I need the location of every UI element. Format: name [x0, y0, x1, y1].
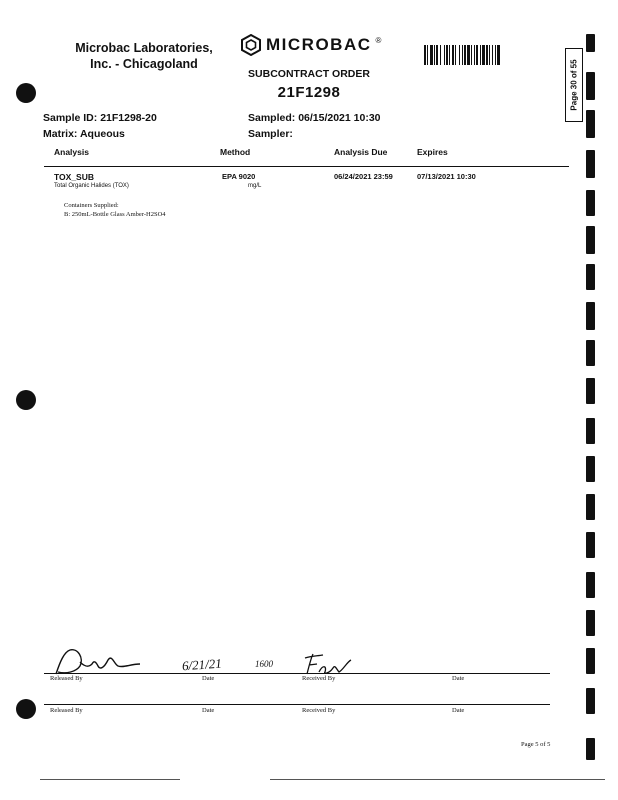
sample-id	[43, 112, 157, 124]
row-analysis-due: 06/24/2021 23:59	[334, 172, 393, 181]
col-header-expires: Expires	[417, 147, 448, 157]
lab-name	[62, 40, 226, 72]
punch-hole-top	[16, 83, 36, 103]
col-header-analysis: Analysis	[54, 147, 89, 157]
order-title: SUBCONTRACT ORDER	[248, 68, 370, 80]
sampled	[248, 112, 381, 124]
received-by-label-1: Received By	[302, 675, 336, 682]
matrix	[43, 128, 125, 140]
sampled-value: 06/15/2021 10:30	[298, 112, 381, 124]
row-description: Total Organic Halides (TOX)	[54, 183, 129, 189]
sampler-label: Sampler:	[248, 128, 293, 140]
bottom-edge-rule-right	[270, 779, 605, 780]
date-label-4: Date	[452, 707, 465, 714]
sampler	[248, 128, 293, 140]
lab-name-line1: Microbac Laboratories,	[75, 41, 213, 55]
sampled-label: Sampled:	[248, 112, 296, 124]
logo-text: MICROBAC	[266, 35, 372, 54]
order-number: 21F1298	[277, 84, 341, 101]
released-by-label-2: Released By	[50, 707, 83, 714]
signature-rule-1	[44, 673, 550, 674]
footer-page-number: Page 5 of 5	[521, 741, 551, 748]
microbac-logo	[240, 34, 381, 56]
punch-hole-bottom	[16, 699, 36, 719]
page-stamp-text: Page 30 of 55	[569, 59, 579, 111]
release-time-handwritten: 1600	[255, 659, 273, 669]
sample-id-value: 21F1298-20	[100, 112, 157, 124]
sample-id-label: Sample ID:	[43, 112, 98, 124]
date-label-1: Date	[202, 675, 215, 682]
row-unit: mg/L	[248, 183, 262, 189]
hexagon-logo-icon	[240, 34, 262, 56]
matrix-label: Matrix:	[43, 128, 78, 140]
released-by-label-1: Released By	[50, 675, 83, 682]
barcode-bar	[500, 45, 501, 65]
signature-rule-2	[44, 704, 550, 705]
row-method: EPA 9020	[222, 172, 256, 181]
release-date-handwritten: 6/21/21	[181, 655, 223, 674]
containers-title: Containers Supplied:	[64, 202, 119, 209]
table-header-rule	[44, 166, 569, 167]
matrix-value: Aqueous	[79, 128, 125, 140]
barcode	[424, 45, 556, 65]
row-expires: 07/13/2021 10:30	[417, 172, 476, 181]
row-analysis: TOX_SUB	[54, 172, 94, 182]
date-label-2: Date	[452, 675, 465, 682]
containers-line: B: 250mL-Bottle Glass Amber-H2SO4	[64, 211, 166, 218]
received-by-label-2: Received By	[302, 707, 336, 714]
col-header-analysis-due: Analysis Due	[334, 147, 388, 157]
registered-mark: ®	[375, 35, 382, 45]
lab-name-line2: Inc. - Chicagoland	[90, 57, 198, 71]
date-label-3: Date	[202, 707, 215, 714]
col-header-method: Method	[220, 147, 251, 157]
bottom-edge-rule-left	[40, 779, 180, 780]
page-stamp	[565, 48, 583, 122]
punch-hole-middle	[16, 390, 36, 410]
